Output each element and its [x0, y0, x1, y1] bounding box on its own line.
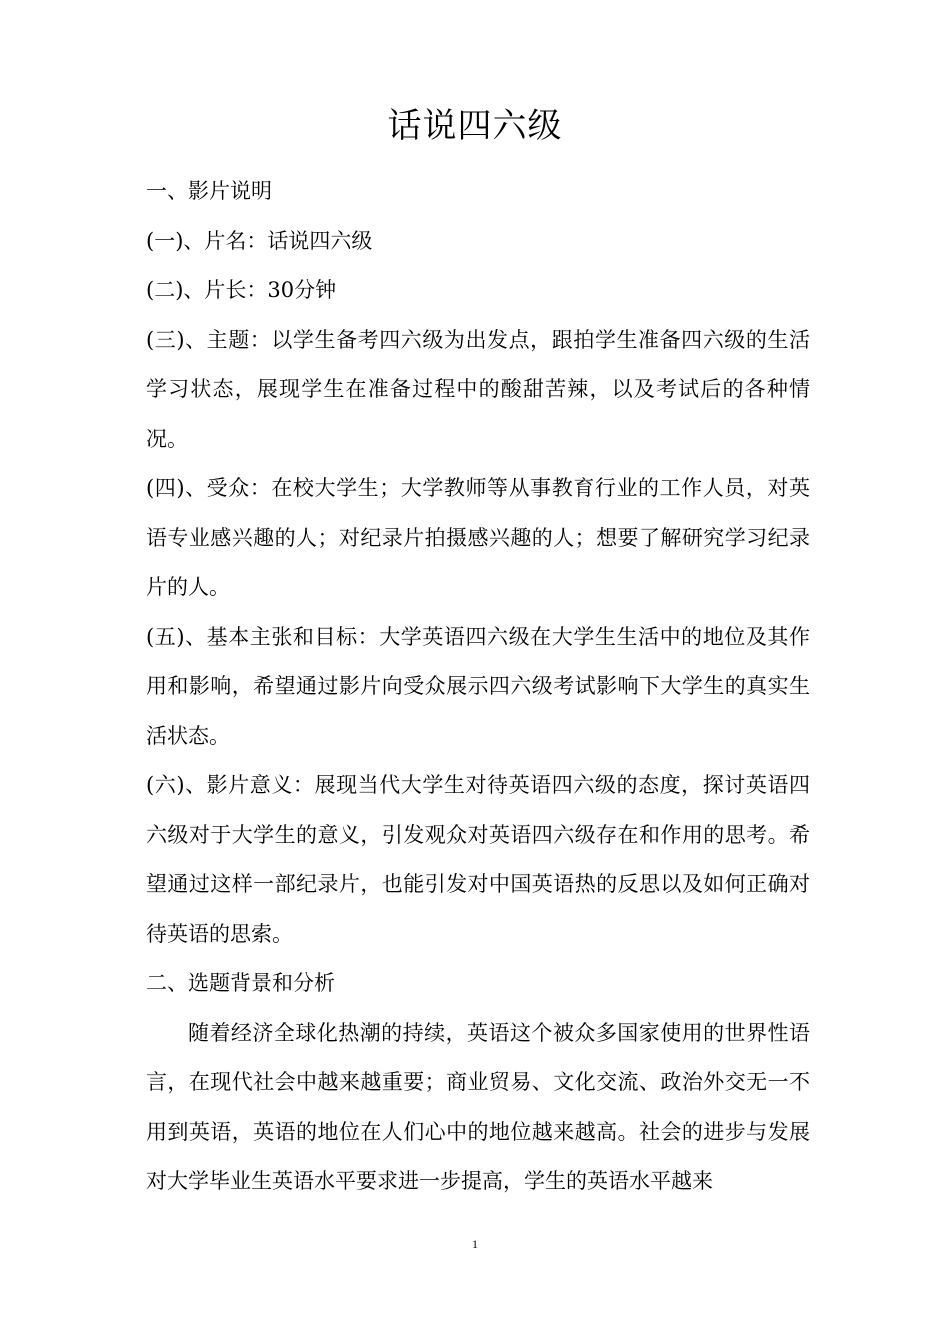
item-audience: (四)、受众：在校大学生；大学教师等从事教育行业的工作人员，对英语专业感兴趣的人；对纪录片拍摄感兴趣的人；想要了解研究学习纪录片的人。 [146, 476, 810, 599]
document-title: 话说四六级 [387, 106, 563, 146]
page-number: 1 [472, 1237, 478, 1251]
section-heading-film-description: 一、影片说明 [146, 179, 272, 203]
item-goals: (五)、基本主张和目标：大学英语四六级在大学生生活中的地位及其作用和影响，希望通过影片向受众展示四六级考试影响下大学生的真实生活状态。 [146, 624, 810, 748]
item-significance: (六)、影片意义：展现当代大学生对待英语四六级的态度，探讨英语四六级对于大学生的意义，引发观众对英语四六级存在和作用的思考。希望通过这样一部纪录片，也能引发对中国英语热的反思以及如何正确对待英语的思索。 [146, 773, 810, 946]
item-theme: (三)、主题：以学生备考四六级为出发点，跟拍学生准备四六级的生活学习状态，展现学生在准备过程中的酸甜苦辣，以及考试后的各种情况。 [146, 327, 810, 451]
section-heading-background: 二、选题背景和分析 [146, 971, 335, 995]
item-film-name: (一)、片名：话说四六级 [146, 228, 373, 253]
item-film-length: (二)、片长：30分钟 [146, 278, 337, 302]
background-paragraph: 随着经济全球化热潮的持续，英语这个被众多国家使用的世界性语言，在现代社会中越来越重要；商业贸易、文化交流、政治外交无一不用到英语，英语的地位在人们心中的地位越来越高。社会的进步与发展对大学毕业生英语水平要求进一步提高，学生的英语水平越来 [146, 1020, 810, 1193]
document-body [146, 167, 810, 1207]
